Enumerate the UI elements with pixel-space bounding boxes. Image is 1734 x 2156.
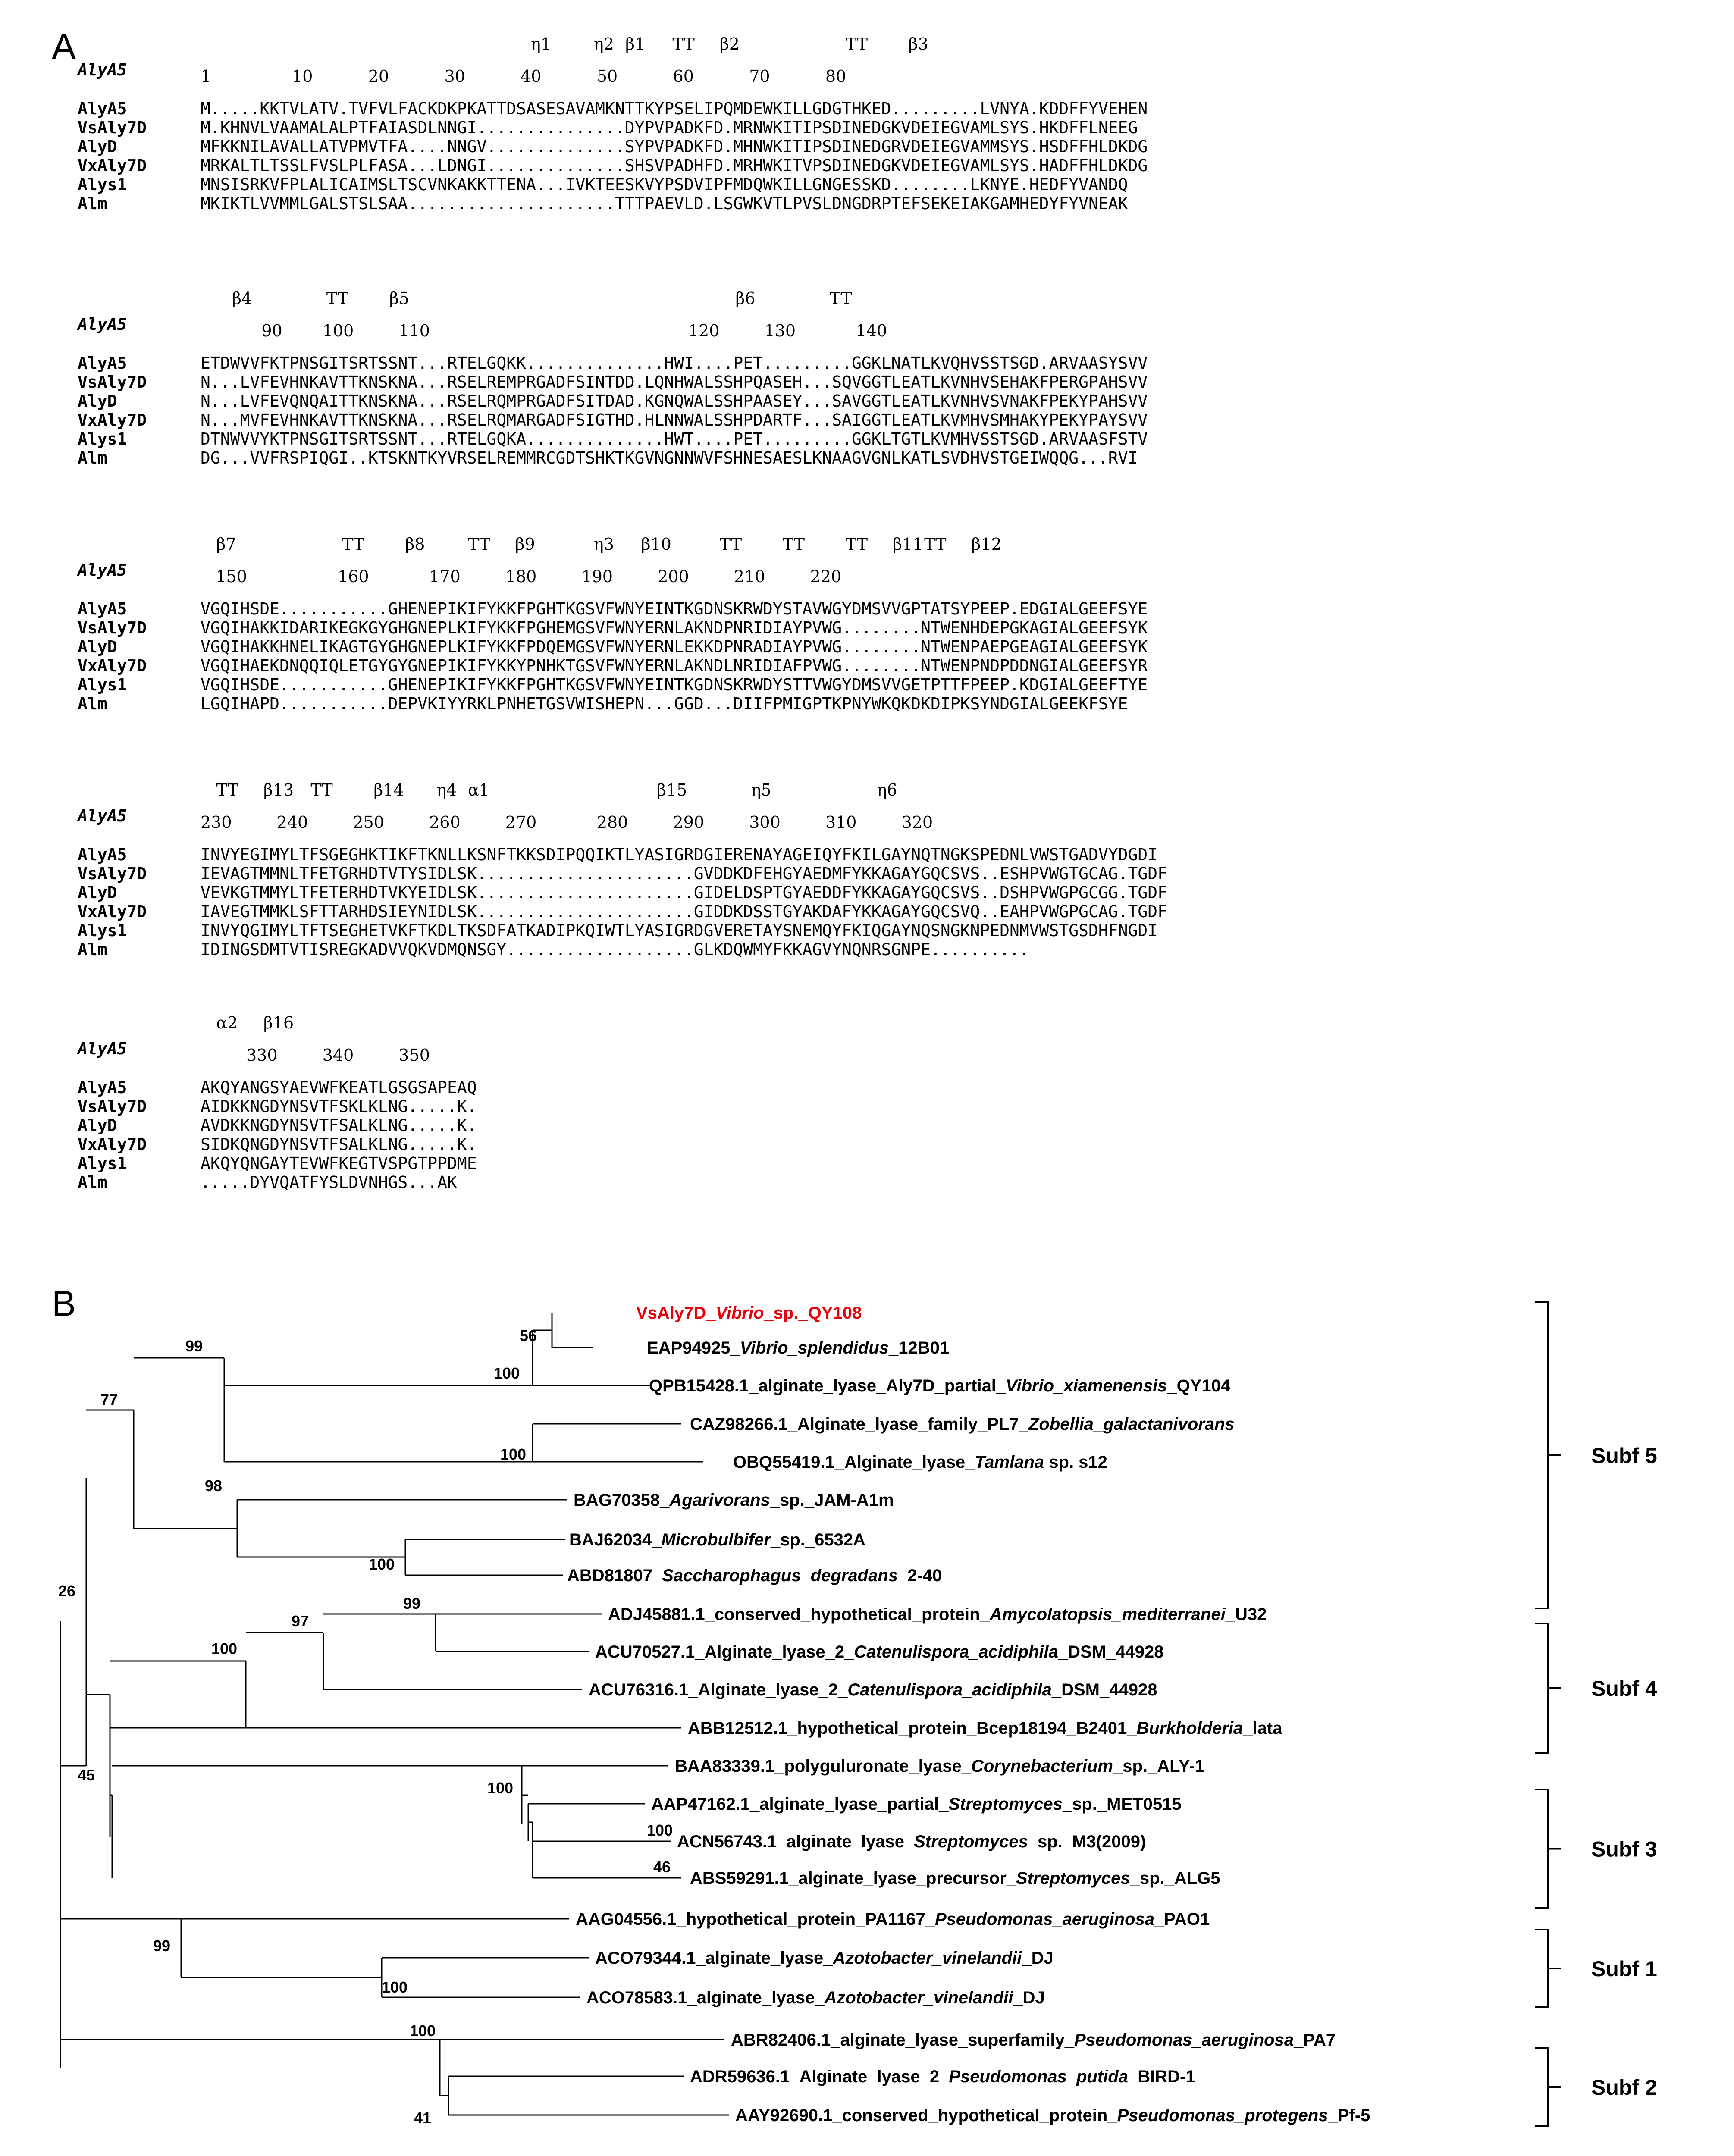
alignment-sequence-name: Alm	[78, 694, 107, 713]
alignment-sequence: AKQYQNGAYTEVWFKEGTVSPGTPPDME	[201, 1154, 477, 1173]
alignment-sequence: M.KHNVLVAAMALALPTFAIASDLNNGI...............DYPVPADKFD.MRNWKITIPSDINEDGKVDEIEGVAMLSYS.HKDFFLNEEG	[201, 118, 1138, 137]
secondary-structure-label: η6	[877, 780, 897, 799]
alignment-sequence-name: VsAly7D	[78, 118, 147, 137]
secondary-structure-label: β3	[908, 34, 928, 53]
alignment-position-number: 30	[444, 67, 465, 86]
secondary-structure-label: β5	[389, 289, 409, 308]
tree-leaf-label: ACU76316.1_Alginate_lyase_2_Catenulispora_acidiphila_DSM_44928	[589, 1680, 1157, 1699]
tree-leaf-label: ABS59291.1_alginate_lyase_precursor_Streptomyces_sp._ALG5	[690, 1869, 1220, 1888]
alignment-position-number: 40	[521, 67, 542, 86]
secondary-structure-label: TT	[672, 34, 695, 53]
phylogenetic-tree-panel	[0, 1285, 1734, 2156]
subfamily-label: Subf 4	[1591, 1677, 1657, 1701]
tree-leaf-label: AAP47162.1_alginate_lyase_partial_Streptomyces_sp._MET0515	[651, 1795, 1182, 1814]
bootstrap-value: 26	[58, 1582, 76, 1600]
bootstrap-value: 100	[647, 1821, 673, 1839]
alignment-position-number: 10	[292, 67, 313, 86]
alignment-sequence: DTNWVVYKTPNSGITSRTSSNT...RTELGQKA..............HWT....PET.........GGKLTGTLKVMHVSSTSGD.ARVAASFSTV	[201, 429, 1148, 448]
tree-leaf-label: QPB15428.1_alginate_lyase_Aly7D_partial_Vibrio_xiamenensis_QY104	[649, 1376, 1231, 1395]
secondary-structure-label: TT	[782, 535, 805, 554]
alignment-position-number: 1	[201, 67, 211, 86]
alignment-position-number: 150	[216, 567, 247, 586]
alignment-sequence: AVDKKNGDYNSVTFSALKLNG.....K.	[201, 1116, 477, 1135]
secondary-structure-label: β4	[232, 289, 252, 308]
tree-leaf-label: EAP94925_Vibrio_splendidus_12B01	[647, 1338, 950, 1357]
alignment-sequence-name: Alm	[78, 448, 107, 467]
alignment-ref-name: AlyA5	[78, 806, 127, 825]
alignment-sequence: VGQIHSDE...........GHENEPIKIFYKKFPGHTKGSVFWNYEINTKGDNSKRWDYSTAVWGYDMSVVGPTATSYPEEP.EDGIALGEEFSYE	[201, 599, 1148, 618]
alignment-position-number: 130	[764, 321, 796, 340]
subfamily-bracket	[1535, 1302, 1561, 1608]
secondary-structure-label: TT	[924, 535, 947, 554]
bootstrap-value: 100	[487, 1779, 514, 1797]
panel-b-label: B	[52, 1283, 76, 1324]
subfamily-label: Subf 1	[1591, 1957, 1657, 1981]
alignment-position-number: 350	[398, 1046, 430, 1065]
alignment-ref-name: AlyA5	[78, 1039, 127, 1058]
tree-leaf-label: OBQ55419.1_Alginate_lyase_Tamlana sp. s12	[733, 1453, 1107, 1472]
tree-leaf-label: ACN56743.1_alginate_lyase_Streptomyces_sp._M3(2009)	[677, 1832, 1146, 1851]
alignment-sequence-name: AlyD	[78, 1116, 117, 1135]
alignment-sequence-name: VsAly7D	[78, 618, 147, 637]
alignment-sequence: N...LVFEVHNKAVTTKNSKNA...RSELREMPRGADFSINTDD.LQNHWALSSHPQASEH...SQVGGTLEATLKVNHVSEHAKFPERGPAHSVV	[201, 373, 1148, 392]
alignment-sequence-name: AlyA5	[78, 845, 127, 864]
alignment-sequence: LGQIHAPD...........DEPVKIYYRKLPNHETGSVWISHEPN...GGD...DIIFPMIGPTKPNYWKQKDKDIPKSYNDGIALGEEKFSYE	[201, 694, 1128, 713]
alignment-sequence-name: VxAly7D	[78, 656, 147, 675]
alignment-sequence-name: VxAly7D	[78, 1135, 147, 1154]
bootstrap-value: 100	[211, 1640, 238, 1658]
alignment-position-number: 160	[338, 567, 369, 586]
alignment-position-number: 110	[398, 321, 430, 340]
alignment-sequence-name: AlyA5	[78, 599, 127, 618]
secondary-structure-label: TT	[830, 289, 852, 308]
secondary-structure-label: β15	[656, 780, 687, 799]
secondary-structure-label: β12	[971, 535, 1002, 554]
tree-leaf-label: ACU70527.1_Alginate_lyase_2_Catenulispora_acidiphila_DSM_44928	[595, 1642, 1164, 1661]
secondary-structure-label: β10	[641, 535, 671, 554]
alignment-sequence: INVYEGIMYLTFSGEGHKTIKFTKNLLKSNFTKKSDIPQQIKTLYASIGRDGIERENAYAGEIQYFKILGAYNQTNGKSPEDNLVWSTGADVYDGDI	[201, 845, 1158, 864]
alignment-position-number: 240	[276, 813, 308, 832]
alignment-position-number: 140	[856, 321, 887, 340]
secondary-structure-label: β7	[216, 535, 236, 554]
alignment-sequence: MFKKNILAVALLATVPMVTFA....NNGV..............SYPVPADKFD.MHNWKITIPSDINEDGRVDEIEGVAMMSYS.HSDFFHLDKDG	[201, 137, 1148, 156]
alignment-position-number: 60	[673, 67, 694, 86]
bootstrap-value: 98	[205, 1477, 223, 1495]
subfamily-bracket	[1535, 2048, 1561, 2126]
tree-leaf-label: AAG04556.1_hypothetical_protein_PA1167_Pseudomonas_aeruginosa_PAO1	[576, 1910, 1210, 1929]
alignment-position-number: 180	[505, 567, 537, 586]
alignment-sequence-name: AlyA5	[78, 99, 127, 118]
tree-leaf-label: VsAly7D_Vibrio_sp._QY108	[636, 1304, 862, 1322]
tree-leaf-label: BAG70358_Agarivorans_sp._JAM-A1m	[574, 1491, 894, 1510]
secondary-structure-label: η1	[531, 34, 552, 53]
alignment-sequence: MNSISRKVFPLALICAIMSLTSCVNKAKKTTENA...IVKTEESKVYPSDVIPFMDQWKILLGNGESSKD........LKNYE.HEDFYVANDQ	[201, 175, 1128, 194]
alignment-position-number: 220	[810, 567, 842, 586]
alignment-position-number: 230	[201, 813, 232, 832]
subfamily-bracket	[1535, 1930, 1561, 2007]
secondary-structure-label: β13	[263, 780, 294, 799]
alignment-sequence: MRKALTLTSSLFVSLPLFASA...LDNGI..............SHSVPADHFD.MRHWKITVPSDINEDGKVDEIEGVAMLSYS.HADFFHLDKDG	[201, 156, 1148, 175]
alignment-sequence: MKIKTLVVMMLGALSTSLSAA.....................TTTPAEVLD.LSGWKVTLPVSLDNGDRPTEFSEKEIAKGAMHEDYFYVNEAK	[201, 194, 1128, 213]
tree-leaf-label: ABR82406.1_alginate_lyase_superfamily_Pseudomonas_aeruginosa_PA7	[731, 2031, 1336, 2049]
alignment-sequence-name: Alys1	[78, 921, 127, 940]
bootstrap-value: 100	[494, 1364, 520, 1382]
tree-leaf-label: CAZ98266.1_Alginate_lyase_family_PL7_Zobellia_galactanivorans	[690, 1415, 1235, 1434]
alignment-ref-name: AlyA5	[78, 315, 127, 334]
alignment-position-number: 20	[368, 67, 389, 86]
alignment-sequence-name: AlyD	[78, 137, 117, 156]
alignment-sequence: M.....KKTVLATV.TVFVLFACKDKPKATTDSASESAVAMKNTTKYPSELIPQMDEWKILLGDGTHKED.........LVNYA.KDDFFYVEHEN	[201, 99, 1148, 118]
alignment-sequence-name: Alys1	[78, 175, 127, 194]
alignment-sequence: N...MVFEVHNKAVTTKNSKNA...RSELRQMARGADFSIGTHD.HLNNWALSSHPDARTF...SAIGGTLEATLKVMHVSMHAKYPEKYPAYSVV	[201, 411, 1148, 429]
alignment-sequence: VGQIHAKKIDARIKEGKGYGHGNEPLKIFYKKFPGHEMGSVFWNYERNLAKNDPNRIDIAYPVWG........NTWENHDEPGKAGIALGEEFSYK	[201, 618, 1148, 637]
secondary-structure-label: β16	[263, 1013, 294, 1032]
bootstrap-value: 99	[403, 1595, 421, 1612]
alignment-ref-name: AlyA5	[78, 561, 127, 580]
alignment-sequence-name: AlyD	[78, 637, 117, 656]
secondary-structure-label: α1	[468, 780, 489, 799]
bootstrap-value: 100	[410, 2022, 436, 2040]
secondary-structure-label: α2	[216, 1013, 238, 1032]
secondary-structure-label: TT	[845, 535, 868, 554]
alignment-position-number: 320	[901, 813, 933, 832]
bootstrap-value: 45	[78, 1766, 95, 1784]
subfamily-bracket	[1535, 1623, 1561, 1753]
alignment-sequence-name: AlyA5	[78, 354, 127, 373]
alignment-sequence: VEVKGTMMYLTFETERHDTVKYEIDLSK......................GIDELDSPTGYAEDDFYKKAGAYGQCSVS..DSHPVWGPGCGG.TGDF	[201, 883, 1168, 902]
bootstrap-value: 41	[414, 2109, 432, 2127]
secondary-structure-label: β1	[625, 34, 646, 53]
tree-leaf-label: ACO79344.1_alginate_lyase_Azotobacter_vinelandii_DJ	[595, 1949, 1054, 1968]
alignment-sequence: AKQYANGSYAEVWFKEATLGSGSAPEAQ	[201, 1078, 477, 1097]
alignment-sequence: VGQIHAKKHNELIKAGTGYGHGNEPLKIFYKKFPDQEMGSVFWNYERNLEKKDPNRADIAYPVWG........NTWENPAEPGEAGIALGEEFSYK	[201, 637, 1148, 656]
bootstrap-value: 97	[292, 1612, 309, 1630]
alignment-position-number: 300	[749, 813, 781, 832]
alignment-position-number: 100	[322, 321, 354, 340]
alignment-sequence-name: AlyD	[78, 883, 117, 902]
subfamily-bracket	[1535, 1789, 1561, 1908]
secondary-structure-label: β14	[373, 780, 404, 799]
alignment-position-number: 90	[261, 321, 282, 340]
bootstrap-value: 99	[153, 1937, 171, 1955]
alignment-sequence: IDINGSDMTVTISREGKADVVQKVDMQNSGY...................GLKDQWMYFKKAGVYNQNRSGNPE..........	[201, 940, 1029, 959]
alignment-sequence-name: Alm	[78, 1173, 107, 1192]
secondary-structure-label: η5	[751, 780, 771, 799]
alignment-sequence: INVYQGIMYLTFTSEGHETVKFTKDLTKSDFATKADIPKQIWTLYASIGRDGVERETAYSNEMQYFKIQGAYNQSNGKNPEDNMVWSTGSDHFNGDI	[201, 921, 1158, 940]
phylogenetic-tree	[0, 1285, 1734, 2156]
panel-a-label: A	[52, 26, 76, 67]
alignment-sequence-name: Alys1	[78, 429, 127, 448]
alignment-position-number: 210	[734, 567, 765, 586]
secondary-structure-label: β6	[735, 289, 756, 308]
alignment-sequence-name: Alm	[78, 194, 107, 213]
alignment-sequence-name: VsAly7D	[78, 864, 147, 883]
alignment-position-number: 70	[749, 67, 770, 86]
alignment-sequence-name: VsAly7D	[78, 373, 147, 392]
secondary-structure-label: η3	[594, 535, 614, 554]
alignment-position-number: 50	[596, 67, 618, 86]
alignment-sequence-name: AlyD	[78, 392, 117, 411]
alignment-position-number: 120	[688, 321, 720, 340]
alignment-sequence-name: VxAly7D	[78, 411, 147, 429]
alignment-position-number: 250	[353, 813, 384, 832]
secondary-structure-label: TT	[468, 535, 490, 554]
alignment-sequence: IEVAGTMMNLTFETGRHDTVTYSIDLSK......................GVDDKDFEHGYAEDMFYKKAGAYGQCSVS..ESHPVWGTGCAG.TGDF	[201, 864, 1168, 883]
alignment-position-number: 260	[429, 813, 461, 832]
alignment-sequence: .....DYVQATFYSLDVNHGS...AK	[201, 1173, 457, 1192]
subfamily-label: Subf 5	[1591, 1444, 1657, 1468]
secondary-structure-label: η4	[436, 780, 457, 799]
secondary-structure-label: TT	[216, 780, 238, 799]
alignment-sequence: DG...VVFRSPIQGI..KTSKNTKYVRSELREMMRCGDTSHKTKGVNGNNWVFSHNESAESLKNAAGVGNLKATLSVDHVSTGEIWQQG...RVI	[201, 448, 1138, 467]
alignment-sequence: N...LVFEVQNQAITTKNSKNA...RSELRQMPRGADFSITDAD.KGNQWALSSHPAASEY...SAVGGTLEATLKVNHVSVNAKFPEKYPAHSVV	[201, 392, 1148, 411]
alignment-position-number: 280	[596, 813, 628, 832]
alignment-sequence: IAVEGTMMKLSFTTARHDSIEYNIDLSK......................GIDDKDSSTGYAKDAFYKKAGAYGQCSVQ..EAHPVWGPGCAG.TGDF	[201, 902, 1168, 921]
alignment-sequence-name: Alys1	[78, 1154, 127, 1173]
alignment-position-number: 310	[825, 813, 857, 832]
secondary-structure-label: β8	[405, 535, 425, 554]
alignment-position-number: 170	[429, 567, 461, 586]
tree-leaf-label: ACO78583.1_alginate_lyase_Azotobacter_vinelandii_DJ	[586, 1988, 1045, 2007]
alignment-sequence: ETDWVVFKTPNSGITSRTSSNT...RTELGQKK..............HWI....PET.........GGKLNATLKVQHVSSTSGD.ARVAASYSVV	[201, 354, 1148, 373]
alignment-sequence-name: VxAly7D	[78, 902, 147, 921]
alignment-position-number: 80	[825, 67, 847, 86]
secondary-structure-label: TT	[342, 535, 364, 554]
bootstrap-value: 100	[382, 1978, 408, 1996]
bootstrap-value: 56	[520, 1327, 537, 1344]
tree-leaf-label: AAY92690.1_conserved_hypothetical_protein_Pseudomonas_protegens_Pf-5	[735, 2106, 1370, 2125]
subfamily-label: Subf 3	[1591, 1837, 1657, 1861]
alignment-sequence-name: Alys1	[78, 675, 127, 694]
alignment-sequence: VGQIHAEKDNQQIQLETGYGYGNEPIKIFYKKYPNHKTGSVFWNYERNLAKNDLNRIDIAFPVWG........NTWENPNDPDDNGIALGEEFSYR	[201, 656, 1148, 675]
secondary-structure-label: η2	[594, 34, 614, 53]
bootstrap-value: 77	[100, 1391, 118, 1408]
subfamily-label: Subf 2	[1591, 2075, 1657, 2100]
tree-leaf-label: ABD81807_Saccharophagus_degradans_2-40	[567, 1566, 942, 1585]
alignment-sequence-name: VxAly7D	[78, 156, 147, 175]
secondary-structure-label: β2	[719, 34, 740, 53]
bootstrap-value: 99	[185, 1337, 203, 1355]
alignment-position-number: 290	[673, 813, 705, 832]
alignment-position-number: 200	[658, 567, 689, 586]
alignment-position-number: 270	[505, 813, 537, 832]
alignment-sequence-name: VsAly7D	[78, 1097, 147, 1116]
alignment-sequence-name: AlyA5	[78, 1078, 127, 1097]
secondary-structure-label: TT	[310, 780, 333, 799]
alignment-position-number: 190	[581, 567, 613, 586]
alignment-sequence: SIDKQNGDYNSVTFSALKLNG.....K.	[201, 1135, 477, 1154]
secondary-structure-label: TT	[845, 34, 868, 53]
alignment-position-number: 340	[322, 1046, 354, 1065]
bootstrap-value: 100	[500, 1445, 527, 1463]
bootstrap-value: 100	[369, 1555, 395, 1573]
alignment-sequence: VGQIHSDE...........GHENEPIKIFYKKFPGHTKGSVFWNYEINTKGDNSKRWDYSTTVWGYDMSVVGETPTTFPEEP.KDGIALGEEFTYE	[201, 675, 1148, 694]
secondary-structure-label: TT	[326, 289, 349, 308]
tree-leaf-label: BAA83339.1_polyguluronate_lyase_Corynebacterium_sp._ALY-1	[675, 1757, 1204, 1776]
tree-leaf-label: ABB12512.1_hypothetical_protein_Bcep18194_B2401_Burkholderia_lata	[688, 1719, 1282, 1738]
alignment-sequence-name: Alm	[78, 940, 107, 959]
alignment-ref-name: AlyA5	[78, 60, 127, 79]
alignment-sequence: AIDKKNGDYNSVTFSKLKLNG.....K.	[201, 1097, 477, 1116]
secondary-structure-label: β11	[893, 535, 923, 554]
secondary-structure-label: β9	[515, 535, 535, 554]
secondary-structure-label: TT	[719, 535, 742, 554]
tree-leaf-label: BAJ62034_Microbulbifer_sp._6532A	[569, 1530, 865, 1549]
alignment-position-number: 330	[246, 1046, 278, 1065]
bootstrap-value: 46	[653, 1858, 671, 1876]
tree-leaf-label: ADR59636.1_Alginate_lyase_2_Pseudomonas_putida_BIRD-1	[690, 2067, 1195, 2086]
tree-leaf-label: ADJ45881.1_conserved_hypothetical_protein_Amycolatopsis_mediterranei_U32	[608, 1605, 1267, 1624]
